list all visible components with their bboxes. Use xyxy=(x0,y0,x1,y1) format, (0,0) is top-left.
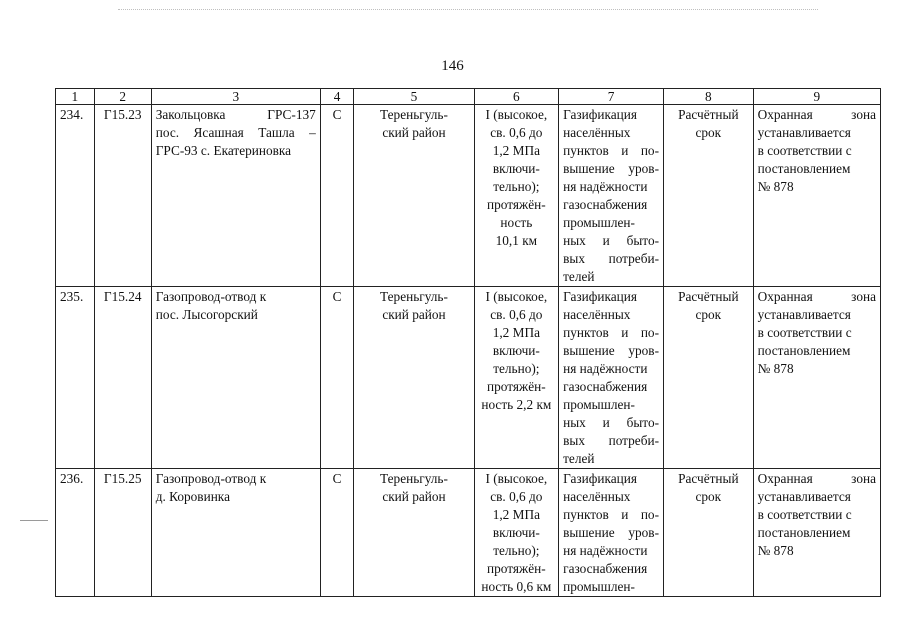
object-purpose xyxy=(559,469,664,597)
row-number: 236. xyxy=(56,469,95,597)
text-line: населённых xyxy=(563,125,631,140)
column-header: 8 xyxy=(664,89,754,105)
object-code: Г15.24 xyxy=(94,287,151,469)
object-parameters xyxy=(474,469,559,597)
header-row xyxy=(56,89,881,105)
object-purpose xyxy=(559,105,664,287)
text-line: ский район xyxy=(382,125,446,140)
text-line: ность 2,2 км xyxy=(481,397,552,412)
object-name xyxy=(151,287,320,469)
text-line: св. 0,6 до xyxy=(490,489,543,504)
table-row xyxy=(56,469,881,597)
text-line: газоснабжения xyxy=(563,561,648,576)
scan-artifact-top xyxy=(118,9,818,10)
row-number: 235. xyxy=(56,287,95,469)
protection-zone xyxy=(753,287,880,469)
text-line: пос. Ясашная Ташла – xyxy=(155,125,316,140)
text-line: газоснабжения xyxy=(563,379,648,394)
text-line: ский район xyxy=(382,307,446,322)
text-line: № 878 xyxy=(757,361,794,376)
text-line: Охранная зона xyxy=(757,107,876,122)
implementation-term xyxy=(664,469,754,597)
text-line: вышение уров- xyxy=(563,525,660,540)
text-line: постановлением xyxy=(757,525,851,540)
text-line: населённых xyxy=(563,489,631,504)
text-line: 1,2 МПа xyxy=(492,325,540,340)
text-line: протяжён- xyxy=(487,561,546,576)
page-number: 146 xyxy=(441,58,464,74)
text-line: промышлен- xyxy=(563,215,635,230)
column-header: 6 xyxy=(474,89,559,105)
object-name xyxy=(151,469,320,597)
text-line: устанавливается xyxy=(757,489,851,504)
text-line: вышение уров- xyxy=(563,343,660,358)
text-line: ность 0,6 км xyxy=(481,579,552,594)
text-line: Газопровод-отвод к xyxy=(155,471,267,486)
text-line: I (высокое, xyxy=(485,289,548,304)
text-line: ня надёжности xyxy=(563,179,648,194)
object-status: С xyxy=(320,105,354,287)
text-line: устанавливается xyxy=(757,307,851,322)
text-line: тельно); xyxy=(493,361,540,376)
text-line: Газификация xyxy=(563,107,637,122)
object-code: Г15.25 xyxy=(94,469,151,597)
text-line: пос. Лысогорский xyxy=(155,307,258,322)
text-line: Газопровод-отвод к xyxy=(155,289,267,304)
text-line: Закольцовка ГРС-137 xyxy=(155,107,316,122)
column-header: 2 xyxy=(94,89,151,105)
text-line: ГРС-93 с. Екатериновка xyxy=(155,143,292,158)
text-line: I (высокое, xyxy=(485,107,548,122)
text-line: вышение уров- xyxy=(563,161,660,176)
table-row xyxy=(56,105,881,287)
text-line: пунктов и по- xyxy=(563,325,660,340)
column-header: 3 xyxy=(151,89,320,105)
implementation-term xyxy=(664,105,754,287)
text-line: Расчётный xyxy=(678,289,739,304)
object-parameters xyxy=(474,105,559,287)
object-purpose xyxy=(559,287,664,469)
text-line: 10,1 км xyxy=(495,233,538,248)
text-line: телей xyxy=(563,451,595,466)
object-status: С xyxy=(320,287,354,469)
text-line: ня надёжности xyxy=(563,361,648,376)
object-location xyxy=(354,105,474,287)
text-line: Газификация xyxy=(563,289,637,304)
protection-zone xyxy=(753,105,880,287)
text-line: Охранная зона xyxy=(757,289,876,304)
text-line: устанавливается xyxy=(757,125,851,140)
object-name xyxy=(151,105,320,287)
text-line: 1,2 МПа xyxy=(492,143,540,158)
table-row xyxy=(56,287,881,469)
text-line: св. 0,6 до xyxy=(490,307,543,322)
column-header: 1 xyxy=(56,89,95,105)
text-line: промышлен- xyxy=(563,397,635,412)
text-line: Тереньгуль- xyxy=(380,289,448,304)
text-line: тельно); xyxy=(493,543,540,558)
text-line: вых потреби- xyxy=(563,251,660,266)
text-line: Тереньгуль- xyxy=(380,107,448,122)
text-line: пунктов и по- xyxy=(563,507,660,522)
column-header: 9 xyxy=(753,89,880,105)
text-line: протяжён- xyxy=(487,379,546,394)
implementation-term xyxy=(664,287,754,469)
object-code: Г15.23 xyxy=(94,105,151,287)
text-line: включи- xyxy=(492,161,540,176)
text-line: 1,2 МПа xyxy=(492,507,540,522)
object-status: С xyxy=(320,469,354,597)
text-line: I (высокое, xyxy=(485,471,548,486)
text-line: № 878 xyxy=(757,543,794,558)
text-line: включи- xyxy=(492,525,540,540)
text-line: постановлением xyxy=(757,161,851,176)
text-line: включи- xyxy=(492,343,540,358)
text-line: населённых xyxy=(563,307,631,322)
text-line: ня надёжности xyxy=(563,543,648,558)
column-header: 7 xyxy=(559,89,664,105)
text-line: Расчётный xyxy=(678,471,739,486)
object-parameters xyxy=(474,287,559,469)
text-line: Тереньгуль- xyxy=(380,471,448,486)
text-line: газоснабжения xyxy=(563,197,648,212)
text-line: ность xyxy=(500,215,533,230)
text-line: ский район xyxy=(382,489,446,504)
object-location xyxy=(354,469,474,597)
text-line: Расчётный xyxy=(678,107,739,122)
text-line: срок xyxy=(695,489,722,504)
text-line: тельно); xyxy=(493,179,540,194)
object-location xyxy=(354,287,474,469)
text-line: промышлен- xyxy=(563,579,635,594)
column-header: 5 xyxy=(354,89,474,105)
text-line: № 878 xyxy=(757,179,794,194)
scan-artifact-left xyxy=(20,520,48,521)
text-line: в соответствии с xyxy=(757,143,852,158)
text-line: в соответствии с xyxy=(757,325,852,340)
text-line: Охранная зона xyxy=(757,471,876,486)
text-line: вых потреби- xyxy=(563,433,660,448)
text-line: св. 0,6 до xyxy=(490,125,543,140)
text-line: д. Коровинка xyxy=(155,489,230,504)
text-line: телей xyxy=(563,269,595,284)
protection-zone xyxy=(753,469,880,597)
text-line: срок xyxy=(695,307,722,322)
text-line: срок xyxy=(695,125,722,140)
text-line: пунктов и по- xyxy=(563,143,660,158)
register-table xyxy=(55,88,881,597)
text-line: протяжён- xyxy=(487,197,546,212)
column-header: 4 xyxy=(320,89,354,105)
row-number: 234. xyxy=(56,105,95,287)
text-line: Газификация xyxy=(563,471,637,486)
text-line: в соответствии с xyxy=(757,507,852,522)
text-line: ных и быто- xyxy=(563,233,660,248)
text-line: постановлением xyxy=(757,343,851,358)
text-line: ных и быто- xyxy=(563,415,660,430)
